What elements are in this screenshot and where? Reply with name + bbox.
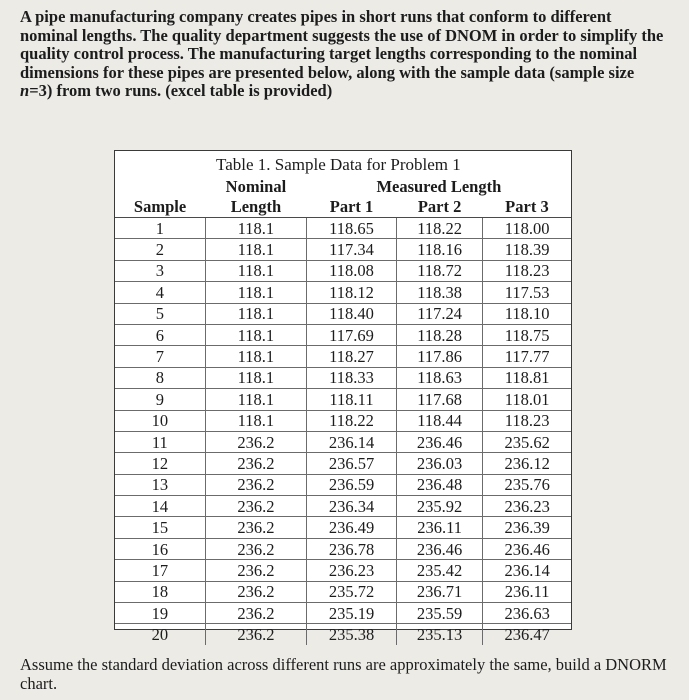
part-2-cell: 118.22 (396, 218, 483, 239)
sample-cell: 4 (115, 282, 205, 303)
part-1-cell: 118.65 (307, 218, 397, 239)
sample-data-table (114, 150, 572, 645)
header-part-2: Part 2 (396, 197, 483, 218)
part-3-cell: 118.01 (483, 389, 571, 410)
part-1-cell: 236.14 (307, 431, 397, 452)
part-3-cell: 235.76 (483, 474, 571, 495)
sample-cell: 17 (115, 560, 205, 581)
sample-cell: 7 (115, 346, 205, 367)
part-3-cell: 118.10 (483, 303, 571, 324)
part-3-cell: 117.53 (483, 282, 571, 303)
table-row (115, 538, 571, 559)
part-2-cell: 236.71 (396, 581, 483, 602)
part-3-cell: 118.81 (483, 367, 571, 388)
part-1-cell: 236.57 (307, 453, 397, 474)
table-row (115, 517, 571, 538)
part-2-cell: 118.63 (396, 367, 483, 388)
nominal-length-cell: 236.2 (205, 431, 307, 452)
table-row (115, 496, 571, 517)
sample-cell: 2 (115, 239, 205, 260)
nominal-length-cell: 236.2 (205, 496, 307, 517)
part-1-cell: 235.19 (307, 603, 397, 624)
table-row (115, 581, 571, 602)
table-row (115, 346, 571, 367)
problem-statement (20, 8, 670, 101)
table-row (115, 474, 571, 495)
part-2-cell: 118.72 (396, 260, 483, 281)
part-3-cell: 118.23 (483, 260, 571, 281)
part-1-cell: 117.69 (307, 324, 397, 345)
part-2-cell: 235.13 (396, 624, 483, 645)
sample-cell: 11 (115, 431, 205, 452)
part-2-cell: 236.48 (396, 474, 483, 495)
part-3-cell: 117.77 (483, 346, 571, 367)
nominal-length-cell: 236.2 (205, 603, 307, 624)
part-3-cell: 236.39 (483, 517, 571, 538)
sample-cell: 9 (115, 389, 205, 410)
table-row (115, 324, 571, 345)
header-row-1 (115, 177, 571, 197)
table-row (115, 389, 571, 410)
part-2-cell: 235.59 (396, 603, 483, 624)
sample-cell: 13 (115, 474, 205, 495)
data-table (115, 177, 571, 645)
header-row-2 (115, 197, 571, 218)
part-1-cell: 236.59 (307, 474, 397, 495)
table-row (115, 603, 571, 624)
problem-instruction: Assume the standard deviation across different runs are approximately the same, build a DNORM chart. (20, 655, 667, 693)
part-3-cell: 118.00 (483, 218, 571, 239)
header-measured-length: Measured Length (376, 177, 502, 196)
intro-text-b: =3) from two runs. (excel table is provided) (29, 81, 333, 100)
part-3-cell: 118.75 (483, 324, 571, 345)
part-2-cell: 117.24 (396, 303, 483, 324)
part-1-cell: 236.49 (307, 517, 397, 538)
part-2-cell: 118.16 (396, 239, 483, 260)
part-2-cell: 118.28 (396, 324, 483, 345)
sample-cell: 19 (115, 603, 205, 624)
part-2-cell: 236.46 (396, 538, 483, 559)
part-2-cell: 117.86 (396, 346, 483, 367)
part-3-cell: 236.23 (483, 496, 571, 517)
sample-cell: 20 (115, 624, 205, 645)
table-row (115, 560, 571, 581)
nominal-length-cell: 118.1 (205, 239, 307, 260)
table-body (115, 218, 571, 645)
table-row (115, 239, 571, 260)
sample-cell: 3 (115, 260, 205, 281)
part-1-cell: 235.72 (307, 581, 397, 602)
part-3-cell: 235.62 (483, 431, 571, 452)
part-3-cell: 118.39 (483, 239, 571, 260)
nominal-length-cell: 118.1 (205, 346, 307, 367)
sample-cell: 16 (115, 538, 205, 559)
part-3-cell: 236.46 (483, 538, 571, 559)
nominal-length-cell: 118.1 (205, 367, 307, 388)
nominal-length-cell: 236.2 (205, 624, 307, 645)
header-length: Length (205, 197, 307, 218)
part-2-cell: 236.46 (396, 431, 483, 452)
nominal-length-cell: 118.1 (205, 303, 307, 324)
sample-cell: 10 (115, 410, 205, 431)
part-3-cell: 236.11 (483, 581, 571, 602)
sample-cell: 15 (115, 517, 205, 538)
part-2-cell: 118.44 (396, 410, 483, 431)
nominal-length-cell: 118.1 (205, 410, 307, 431)
part-1-cell: 117.34 (307, 239, 397, 260)
table-row (115, 431, 571, 452)
sample-size-symbol: n (20, 81, 30, 100)
nominal-length-cell: 118.1 (205, 218, 307, 239)
part-2-cell: 236.03 (396, 453, 483, 474)
part-3-cell: 236.63 (483, 603, 571, 624)
part-1-cell: 236.23 (307, 560, 397, 581)
nominal-length-cell: 236.2 (205, 581, 307, 602)
sample-cell: 14 (115, 496, 205, 517)
sample-cell: 1 (115, 218, 205, 239)
nominal-length-cell: 118.1 (205, 324, 307, 345)
nominal-length-cell: 236.2 (205, 560, 307, 581)
table-row (115, 367, 571, 388)
part-3-cell: 236.12 (483, 453, 571, 474)
intro-text-a: A pipe manufacturing company creates pipes in short runs that conform to different nominal lengths. The quality department suggests the use of DNOM in order to simplify the quality control process. The manufacturing target lengths corresponding to the nominal dimensions for these pipes are presented below, along with the sample data (sample size (20, 7, 664, 82)
part-1-cell: 118.12 (307, 282, 397, 303)
part-1-cell: 118.40 (307, 303, 397, 324)
sample-cell: 8 (115, 367, 205, 388)
header-empty (115, 177, 205, 197)
nominal-length-cell: 236.2 (205, 517, 307, 538)
header-part-3: Part 3 (483, 197, 571, 218)
header-sample: Sample (115, 197, 205, 218)
part-3-cell: 236.47 (483, 624, 571, 645)
sample-cell: 6 (115, 324, 205, 345)
nominal-length-cell: 118.1 (205, 389, 307, 410)
nominal-length-cell: 236.2 (205, 474, 307, 495)
nominal-length-cell: 118.1 (205, 282, 307, 303)
table-row (115, 624, 571, 645)
part-1-cell: 118.33 (307, 367, 397, 388)
part-1-cell: 236.78 (307, 538, 397, 559)
table-row (115, 410, 571, 431)
part-1-cell: 118.11 (307, 389, 397, 410)
table-row (115, 453, 571, 474)
table-caption: Table 1. Sample Data for Problem 1 (216, 155, 461, 174)
header-part-1: Part 1 (307, 197, 397, 218)
part-1-cell: 118.27 (307, 346, 397, 367)
part-3-cell: 118.23 (483, 410, 571, 431)
part-1-cell: 236.34 (307, 496, 397, 517)
header-nominal: Nominal (225, 177, 287, 196)
sample-cell: 5 (115, 303, 205, 324)
part-1-cell: 118.08 (307, 260, 397, 281)
table-row (115, 282, 571, 303)
part-2-cell: 235.42 (396, 560, 483, 581)
nominal-length-cell: 236.2 (205, 453, 307, 474)
part-3-cell: 236.14 (483, 560, 571, 581)
part-2-cell: 235.92 (396, 496, 483, 517)
part-2-cell: 117.68 (396, 389, 483, 410)
nominal-length-cell: 118.1 (205, 260, 307, 281)
nominal-length-cell: 236.2 (205, 538, 307, 559)
part-2-cell: 118.38 (396, 282, 483, 303)
table-row (115, 303, 571, 324)
table-row (115, 260, 571, 281)
sample-cell: 18 (115, 581, 205, 602)
part-1-cell: 118.22 (307, 410, 397, 431)
sample-cell: 12 (115, 453, 205, 474)
part-2-cell: 236.11 (396, 517, 483, 538)
table-row (115, 218, 571, 239)
part-1-cell: 235.38 (307, 624, 397, 645)
